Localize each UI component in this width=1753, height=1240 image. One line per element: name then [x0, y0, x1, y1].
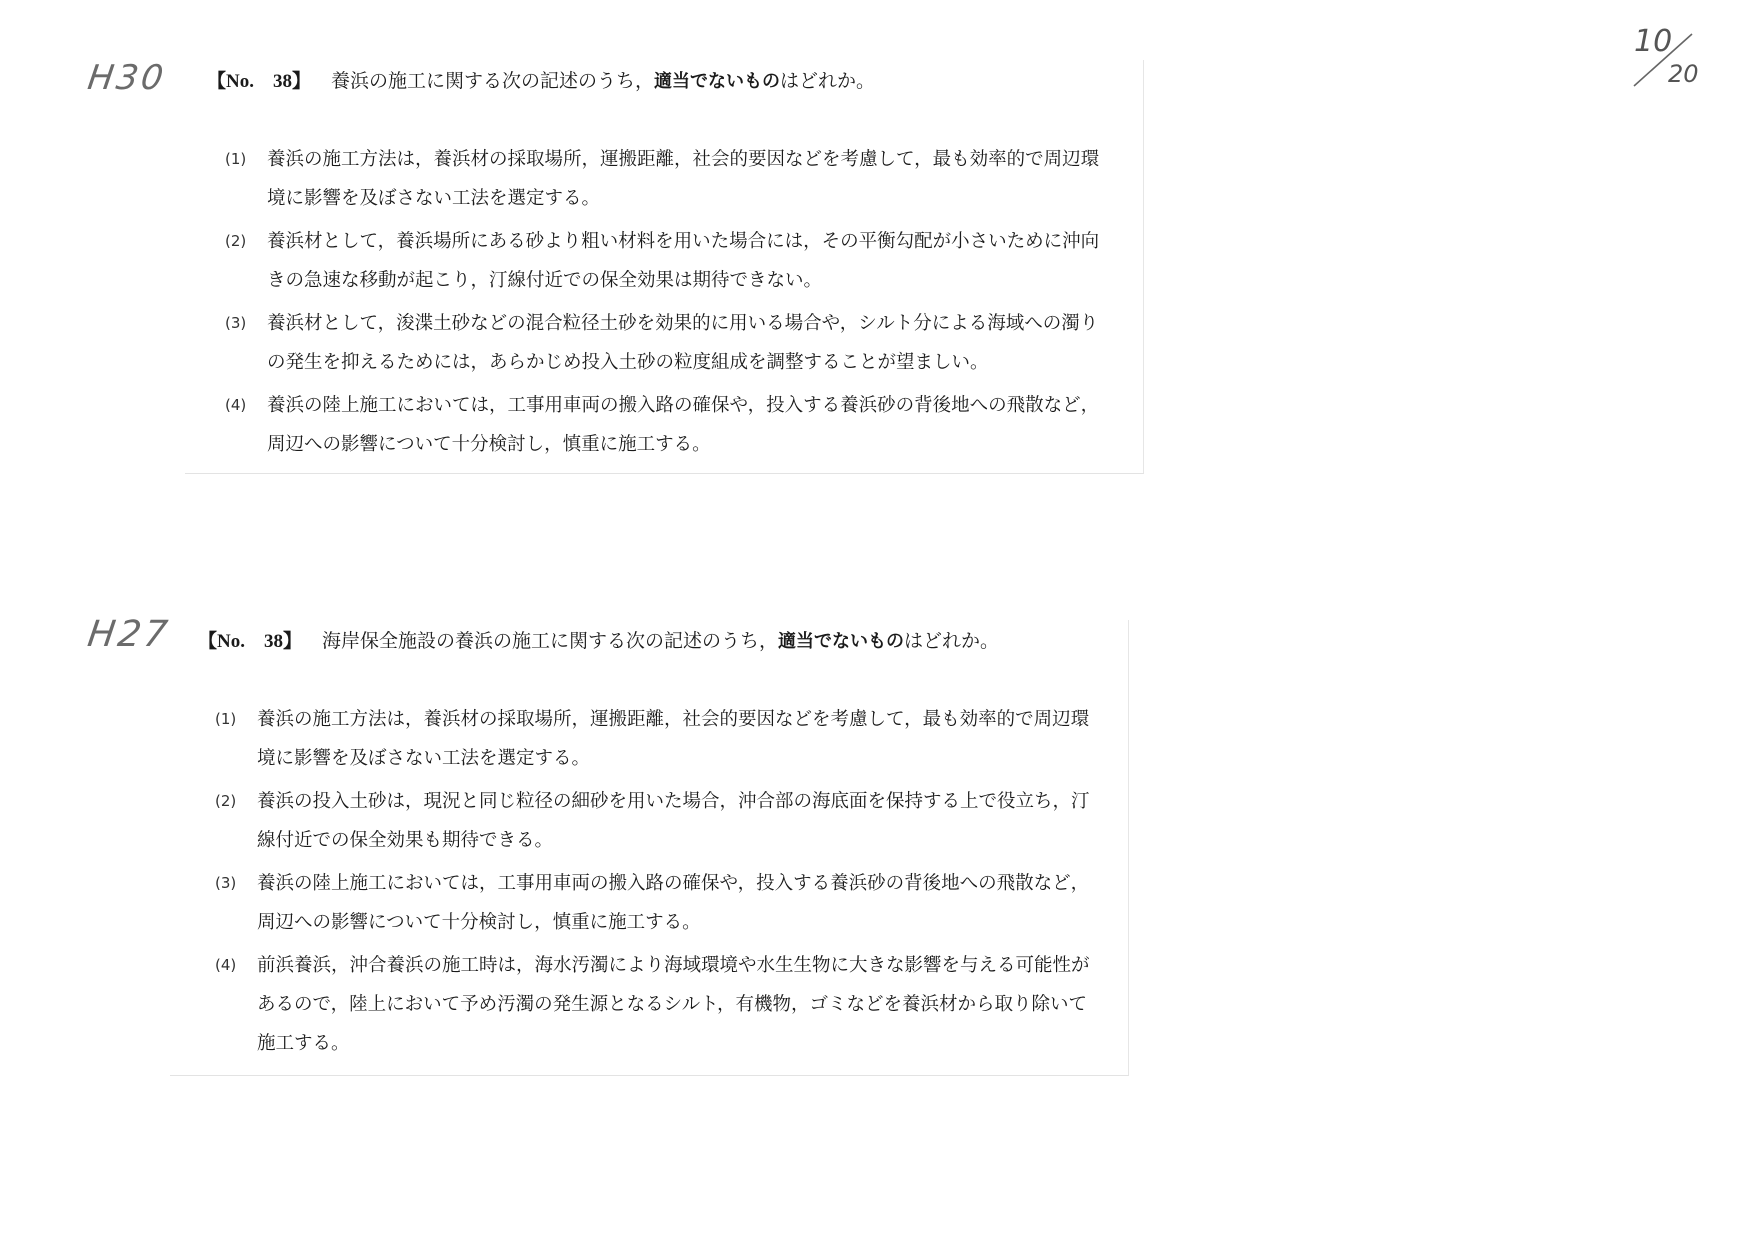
question-number: 【No. 38】 [198, 631, 302, 652]
option-item [215, 946, 1105, 1063]
option-item [225, 140, 1115, 218]
option-list [225, 140, 1115, 468]
question-stem-end: はどれか。 [780, 70, 876, 92]
option-item [225, 222, 1115, 300]
option-item [215, 864, 1105, 942]
option-item [215, 700, 1105, 778]
option-text: 養浜材として，養浜場所にある砂より粗い材料を用いた場合には，その平衡勾配が小さいために沖向きの急速な移動が起こり，汀線付近での保全効果は期待できない。 [267, 231, 1100, 291]
option-number: (4) [215, 956, 237, 974]
page-denominator: 20 [1668, 60, 1699, 88]
option-text: 養浜の施工方法は，養浜材の採取場所，運搬距離，社会的要因などを考慮して，最も効率的で周辺環境に影響を及ぼさない工法を選定する。 [267, 149, 1100, 209]
handwritten-page-number [1630, 22, 1710, 92]
option-text: 養浜の施工方法は，養浜材の採取場所，運搬距離，社会的要因などを考慮して，最も効率的で周辺環境に影響を及ぼさない工法を選定する。 [257, 709, 1090, 769]
question-stem: 海岸保全施設の養浜の施工に関する次の記述のうち， [321, 630, 778, 652]
page-numerator: 10 [1634, 24, 1673, 59]
option-list [215, 700, 1105, 1067]
question-block [175, 620, 1135, 1075]
question-block [185, 60, 1145, 475]
handwritten-year-label: H27 [85, 614, 173, 655]
option-number: (2) [215, 792, 237, 810]
question-header [207, 66, 875, 93]
option-text: 養浜の陸上施工においては，工事用車両の搬入路の確保や，投入する養浜砂の背後地への飛散など，周辺への影響について十分検討し，慎重に施工する。 [267, 395, 1100, 455]
question-header [198, 626, 999, 653]
question-stem-end: はどれか。 [904, 630, 1000, 652]
option-number: (3) [215, 874, 237, 892]
option-item [225, 304, 1115, 382]
question-emphasis: 適当でないもの [778, 631, 904, 652]
handwritten-year-label: H30 [85, 58, 169, 98]
option-number: (1) [225, 150, 247, 168]
option-item [215, 782, 1105, 860]
option-text: 養浜の陸上施工においては，工事用車両の搬入路の確保や，投入する養浜砂の背後地への飛散など，周辺への影響について十分検討し，慎重に施工する。 [257, 873, 1090, 933]
option-number: (4) [225, 396, 247, 414]
option-item [225, 386, 1115, 464]
option-number: (2) [225, 232, 247, 250]
option-number: (1) [215, 710, 237, 728]
option-number: (3) [225, 314, 247, 332]
option-text: 養浜の投入土砂は，現況と同じ粒径の細砂を用いた場合，沖合部の海底面を保持する上で役立ち，汀線付近での保全効果も期待できる。 [257, 791, 1090, 851]
option-text: 養浜材として，浚渫土砂などの混合粒径土砂を効果的に用いる場合や，シルト分による海域への濁りの発生を抑えるためには，あらかじめ投入土砂の粒度組成を調整することが望ましい。 [267, 313, 1099, 373]
question-number: 【No. 38】 [207, 71, 311, 92]
question-stem: 養浜の施工に関する次の記述のうち， [330, 70, 654, 92]
question-emphasis: 適当でないもの [654, 71, 780, 92]
option-text: 前浜養浜，沖合養浜の施工時は，海水汚濁により海域環境や水生生物に大きな影響を与える可能性があるので，陸上において予め汚濁の発生源となるシルト，有機物，ゴミなどを養浜材から取り除いて施工する。 [257, 955, 1090, 1054]
